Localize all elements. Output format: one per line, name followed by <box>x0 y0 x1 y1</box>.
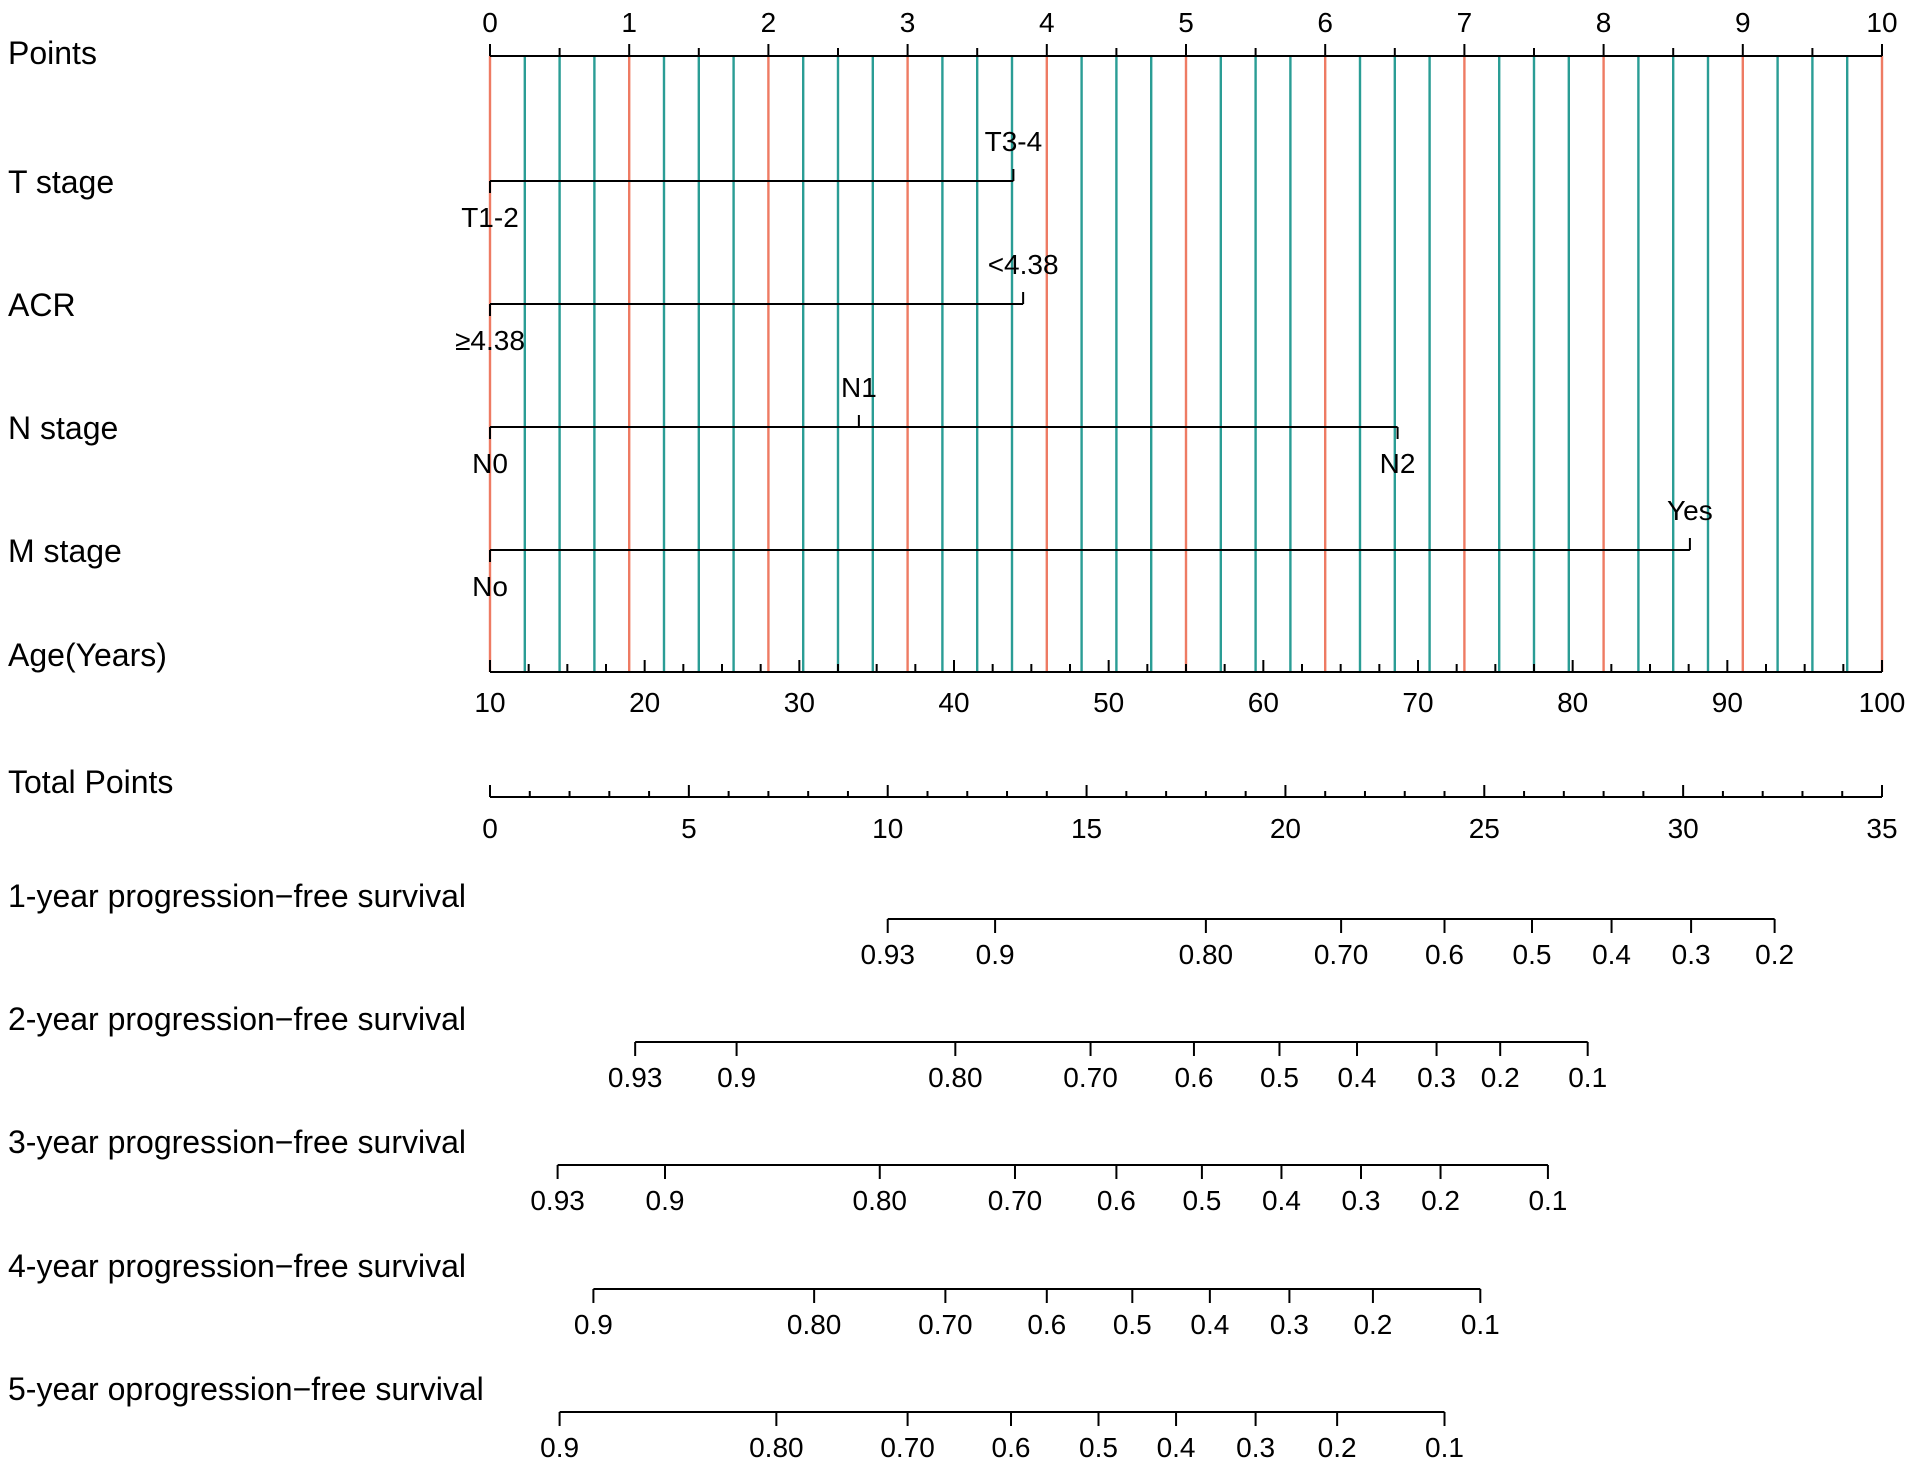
survival-tick-label: 0.93 <box>860 939 915 970</box>
age-tick-label: 40 <box>938 687 970 718</box>
predictor-level-label: No <box>472 571 508 602</box>
survival-tick-label: 0.2 <box>1755 939 1795 970</box>
age-tick-label: 20 <box>629 687 661 718</box>
points-tick-label: 4 <box>1039 7 1055 38</box>
age-row-label: Age(Years) <box>8 637 167 673</box>
total-points-tick-label: 15 <box>1070 813 1103 844</box>
survival-tick-label: 0.70 <box>1063 1062 1118 1093</box>
total-points-tick-label: 25 <box>1468 813 1500 844</box>
survival-tick-label: 0.3 <box>1269 1309 1309 1340</box>
predictor-level-label: T1-2 <box>461 202 519 233</box>
survival-tick-label: 0.80 <box>1178 939 1234 970</box>
survival-tick-label: 0.9 <box>540 1432 580 1460</box>
survival-tick-label: 0.9 <box>717 1062 757 1093</box>
survival-tick-label: 0.3 <box>1341 1185 1381 1216</box>
survival-tick-label: 0.5 <box>1112 1309 1152 1340</box>
survival-tick-label: 0.6 <box>1174 1062 1214 1093</box>
total-points-tick-label: 5 <box>681 813 697 844</box>
survival-tick-label: 0.2 <box>1317 1432 1357 1460</box>
grid-layer <box>490 56 1882 672</box>
survival-row-label: 2-year progression−free survival <box>8 1001 466 1037</box>
points-tick-label: 2 <box>760 7 777 38</box>
points-tick-label: 1 <box>621 7 637 38</box>
total-points-tick-label: 35 <box>1866 813 1898 844</box>
survival-tick-label: 0.2 <box>1480 1062 1520 1093</box>
survival-row-label: 5-year oprogression−free survival <box>8 1371 484 1407</box>
survival-tick-label: 0.3 <box>1417 1062 1457 1093</box>
survival-tick-label: 0.9 <box>573 1309 613 1340</box>
survival-tick-label: 0.2 <box>1353 1309 1393 1340</box>
survival-tick-label: 0.4 <box>1156 1432 1196 1460</box>
survival-tick-label: 0.1 <box>1425 1432 1464 1460</box>
survival-tick-label: 0.80 <box>852 1185 908 1216</box>
points-tick-label: 5 <box>1178 7 1194 38</box>
survival-tick-label: 0.9 <box>975 939 1015 970</box>
predictor-level-label: N2 <box>1379 448 1416 479</box>
survival-tick-label: 0.80 <box>928 1062 983 1093</box>
survival-tick-label: 0.6 <box>991 1432 1031 1460</box>
points-tick-label: 9 <box>1735 7 1751 38</box>
predictor-level-label: <4.38 <box>987 249 1059 280</box>
age-tick-label: 100 <box>1858 687 1906 718</box>
survival-row-label: 4-year progression−free survival <box>8 1248 466 1284</box>
predictor-level-label: ≥4.38 <box>455 325 525 356</box>
survival-tick-label: 0.1 <box>1460 1309 1500 1340</box>
total-points-tick-label: 10 <box>872 813 904 844</box>
survival-tick-label: 0.3 <box>1236 1432 1276 1460</box>
survival-tick-label: 0.9 <box>645 1185 685 1216</box>
text-layer <box>8 7 1905 1460</box>
predictor-level-label: T3-4 <box>984 126 1043 157</box>
points-tick-label: 3 <box>899 7 916 38</box>
survival-tick-label: 0.4 <box>1592 939 1632 970</box>
total-points-tick-label: 20 <box>1269 813 1302 844</box>
total-points-tick-label: 30 <box>1667 813 1699 844</box>
survival-tick-label: 0.6 <box>1027 1309 1067 1340</box>
predictor-row-label: M stage <box>8 533 122 569</box>
points-tick-label: 6 <box>1317 7 1333 38</box>
survival-tick-label: 0.70 <box>918 1309 973 1340</box>
points-tick-label: 7 <box>1456 7 1473 38</box>
predictor-row-label: N stage <box>8 410 119 446</box>
survival-row-label: 1-year progression−free survival <box>8 878 466 914</box>
age-tick-label: 90 <box>1711 687 1743 718</box>
age-tick-label: 10 <box>474 687 506 718</box>
survival-tick-label: 0.4 <box>1261 1185 1301 1216</box>
survival-tick-label: 0.2 <box>1421 1185 1461 1216</box>
survival-tick-label: 0.5 <box>1079 1432 1118 1460</box>
age-tick-label: 50 <box>1093 687 1125 718</box>
total-points-row-label: Total Points <box>8 764 174 800</box>
survival-tick-label: 0.1 <box>1568 1062 1608 1093</box>
age-tick-label: 60 <box>1247 687 1279 718</box>
points-row-label: Points <box>8 35 97 71</box>
survival-tick-label: 0.6 <box>1096 1185 1136 1216</box>
age-tick-label: 80 <box>1557 687 1589 718</box>
survival-tick-label: 0.70 <box>880 1432 935 1460</box>
survival-tick-label: 0.93 <box>530 1185 585 1216</box>
age-tick-label: 70 <box>1402 687 1434 718</box>
predictor-row-label: ACR <box>8 287 76 323</box>
predictor-level-label: N1 <box>840 372 877 403</box>
points-tick-label: 10 <box>1866 7 1898 38</box>
age-tick-label: 30 <box>783 687 815 718</box>
predictor-level-label: Yes <box>1667 495 1713 526</box>
survival-tick-label: 0.3 <box>1671 939 1711 970</box>
survival-tick-label: 0.80 <box>786 1309 842 1340</box>
predictor-row-label: T stage <box>8 164 115 200</box>
predictor-level-label: N0 <box>472 448 508 479</box>
total-points-tick-label: 0 <box>482 813 498 844</box>
survival-tick-label: 0.70 <box>1313 939 1369 970</box>
survival-tick-label: 0.93 <box>607 1062 663 1093</box>
survival-tick-label: 0.80 <box>749 1432 804 1460</box>
points-tick-label: 0 <box>482 7 498 38</box>
survival-tick-label: 0.1 <box>1528 1185 1568 1216</box>
survival-tick-label: 0.70 <box>987 1185 1043 1216</box>
survival-tick-label: 0.5 <box>1259 1062 1299 1093</box>
survival-row-label: 3-year progression−free survival <box>8 1124 466 1160</box>
survival-tick-label: 0.6 <box>1425 939 1464 970</box>
survival-tick-label: 0.4 <box>1337 1062 1377 1093</box>
survival-tick-label: 0.4 <box>1190 1309 1230 1340</box>
survival-tick-label: 0.5 <box>1512 939 1552 970</box>
survival-tick-label: 0.5 <box>1182 1185 1222 1216</box>
points-tick-label: 8 <box>1595 7 1612 38</box>
